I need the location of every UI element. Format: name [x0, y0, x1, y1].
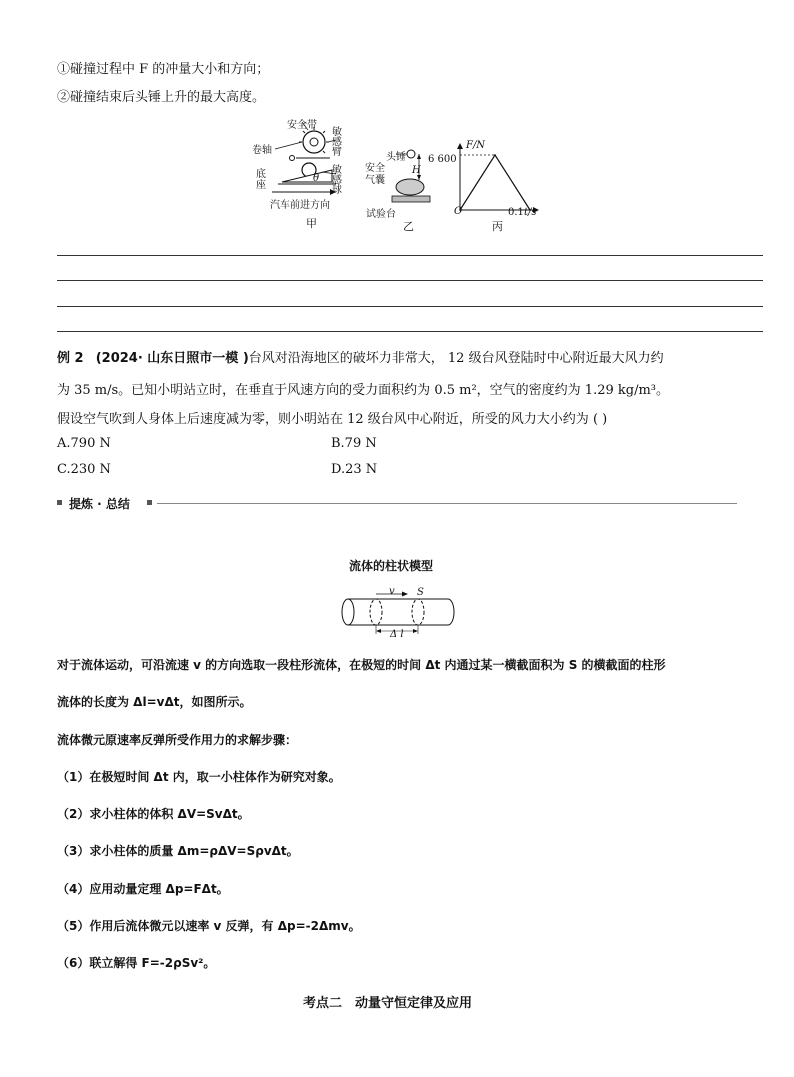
head-circle: [407, 150, 415, 158]
summary-para-2: 流体的长度为 Δl=vΔt，如图所示。: [57, 695, 252, 709]
step-item: （4）应用动量定理 Δp=FΔt。: [57, 882, 229, 896]
label-head: 头锤: [386, 152, 406, 163]
chart-ytick: 6 600: [428, 154, 457, 165]
label-airbag: 安全气囊: [365, 163, 385, 186]
example-text-2: 为 35 m/s。已知小明站立时，在垂直于风速方向的受力面积约为 0.5 m²，空气的密度约为 1.29 kg/m³。: [57, 383, 669, 398]
label-theta: θ: [313, 173, 320, 184]
model-title: 流体的柱状模型: [349, 559, 434, 573]
step-item: （1）在极短时间 Δt 内，取一小柱体作为研究对象。: [57, 770, 341, 784]
caption-jia: 甲: [306, 217, 317, 230]
option-a: A.790 N: [57, 436, 111, 451]
example-text-1: 台风对沿海地区的破坏力非常大， 12 级台风登陆时中心附近最大风力约: [248, 351, 664, 366]
example-text-3: 假设空气吹到人身体上后速度减为零，则小明站在 12 级台风中心附近，所受的风力大小约为 ( ): [57, 412, 608, 427]
caption-yi: 乙: [403, 220, 414, 233]
question-1: ①碰撞过程中 F 的冲量大小和方向；: [57, 62, 270, 77]
step-item: （3）求小柱体的质量 Δm=ρΔV=SρvΔt。: [57, 844, 299, 858]
example-source: (2024· 山东日照市一模 ): [95, 351, 249, 366]
example2-first-line: [57, 347, 664, 366]
section-title: 考点二 动量守恒定律及应用: [303, 996, 473, 1011]
platform-rect: [392, 196, 430, 202]
answer-line: [57, 280, 763, 281]
cylinder-v-label: v: [389, 586, 395, 597]
chart-xlabel: t/s: [524, 207, 537, 218]
answer-line: [57, 331, 763, 332]
square-bullet-icon: [147, 500, 152, 505]
answer-line: [57, 255, 763, 256]
step-item: （2）求小柱体的体积 ΔV=SvΔt。: [57, 807, 250, 821]
cylinder-dl-label: Δ l: [390, 629, 404, 640]
label-base: 底座: [256, 169, 266, 191]
label-belt: 安全带: [287, 120, 317, 131]
airbag-ellipse: [396, 179, 424, 195]
data-point: [494, 154, 496, 156]
option-d: D.23 N: [331, 462, 378, 477]
label-platform: 试验台: [366, 209, 396, 220]
label-arm: 敏感臂: [332, 127, 342, 158]
example-label: 例 2: [57, 351, 84, 366]
label-ball: 敏感球: [332, 165, 342, 196]
steps-title: 流体微元原速率反弹所受作用力的求解步骤：: [57, 733, 298, 747]
label-direction: 汽车前进方向: [270, 200, 330, 211]
caption-bing: 丙: [492, 220, 503, 233]
summary-header: [57, 497, 737, 511]
chart-ylabel: F/N: [466, 140, 486, 151]
option-c: C.230 N: [57, 462, 111, 477]
step-item: （6）联立解得 F=-2ρSv²。: [57, 956, 216, 970]
label-reel: 卷轴: [252, 145, 272, 156]
label-h: H: [412, 165, 421, 176]
answer-line: [57, 306, 763, 307]
question-2: ②碰撞结束后头锤上升的最大高度。: [57, 90, 266, 105]
summary-header-text: 提炼 · 总结: [69, 497, 130, 511]
option-b: B.79 N: [331, 436, 377, 451]
summary-para-1: 对于流体运动，可沿流速 v 的方向选取一段柱形流体，在极短的时间 Δt 内通过某一横截面积为 S 的横截面的柱形: [57, 658, 666, 672]
chart-xtick: 0.1: [508, 207, 524, 218]
header-divider: [157, 503, 737, 504]
force-series-line: [460, 155, 530, 210]
square-bullet-icon: [57, 500, 62, 505]
cylinder-s-label: S: [417, 587, 424, 598]
chart-origin: O: [454, 206, 463, 217]
step-item: （5）作用后流体微元以速率 v 反弹，有 Δp=-2Δmv。: [57, 919, 361, 933]
